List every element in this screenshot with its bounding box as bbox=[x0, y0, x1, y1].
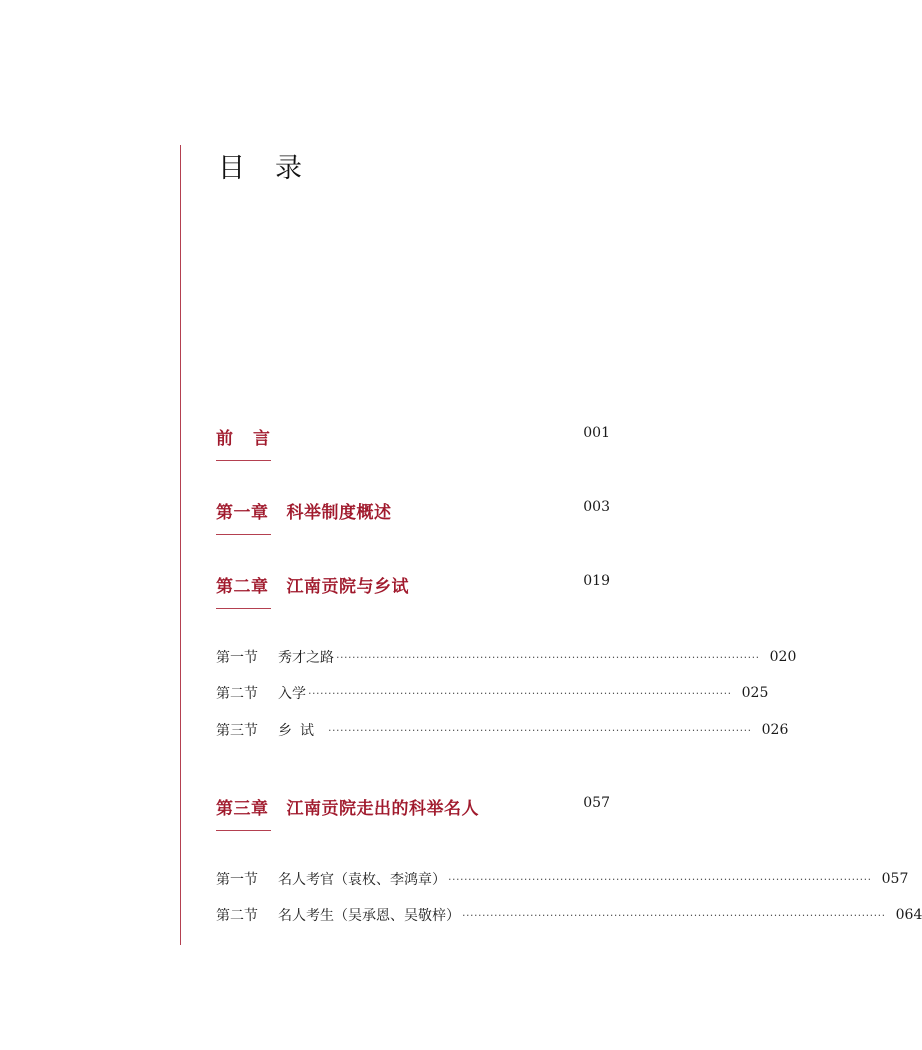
leader-dots: ·········································································································· bbox=[328, 723, 752, 737]
chapter-title: 前言 bbox=[216, 429, 290, 449]
section-label: 第二节 bbox=[216, 908, 258, 924]
chapter-label: 第三章 bbox=[216, 799, 269, 819]
section-label: 第一节 bbox=[216, 650, 258, 666]
chapter-title: 江南贡院与乡试 bbox=[286, 577, 409, 597]
section-title: 乡试 bbox=[278, 723, 322, 739]
chapter-underline bbox=[216, 534, 271, 535]
toc-entry-chapter-3[interactable] bbox=[216, 794, 610, 820]
chapter-page: 001 bbox=[583, 425, 610, 441]
chapter-label: 第二章 bbox=[216, 577, 269, 597]
toc-entry-preface[interactable] bbox=[216, 424, 610, 450]
section-label: 第二节 bbox=[216, 686, 258, 702]
section-title: 名人考生（吴承恩、吴敬梓） bbox=[278, 908, 460, 924]
chapter-page: 019 bbox=[583, 573, 610, 589]
margin-rule bbox=[180, 145, 181, 945]
section-title: 入学 bbox=[278, 686, 306, 702]
section-page: 020 bbox=[769, 649, 797, 665]
chapter-title: 科举制度概述 bbox=[286, 503, 392, 523]
section-title: 名人考官（袁枚、李鸿章） bbox=[278, 872, 446, 888]
section-page: 064 bbox=[895, 907, 922, 923]
leader-dots: ·········································································································· bbox=[448, 872, 872, 886]
toc-entry-chapter-1[interactable] bbox=[216, 498, 610, 524]
toc-entry-section[interactable] bbox=[216, 868, 909, 890]
toc-entry-section[interactable] bbox=[216, 682, 769, 704]
chapter-label: 第一章 bbox=[216, 503, 269, 523]
leader-dots: ·········································································································· bbox=[336, 650, 760, 664]
chapter-underline bbox=[216, 830, 271, 831]
section-label: 第一节 bbox=[216, 872, 258, 888]
leader-dots: ·········································································································· bbox=[308, 686, 732, 700]
chapter-page: 003 bbox=[583, 499, 610, 515]
toc-entry-section[interactable] bbox=[216, 719, 789, 741]
toc-entry-section[interactable] bbox=[216, 646, 797, 668]
toc-entry-section[interactable] bbox=[216, 904, 922, 926]
page-title: 目录 bbox=[218, 153, 332, 184]
chapter-page: 057 bbox=[583, 795, 610, 811]
section-page: 026 bbox=[761, 722, 789, 738]
chapter-underline bbox=[216, 460, 271, 461]
leader-dots: ·········································································································· bbox=[462, 908, 886, 922]
section-label: 第三节 bbox=[216, 723, 258, 739]
section-page: 057 bbox=[881, 871, 909, 887]
chapter-title: 江南贡院走出的科举名人 bbox=[286, 799, 479, 819]
toc-entry-chapter-2[interactable] bbox=[216, 572, 610, 598]
section-page: 025 bbox=[741, 685, 769, 701]
chapter-underline bbox=[216, 608, 271, 609]
section-title: 秀才之路 bbox=[278, 650, 334, 666]
